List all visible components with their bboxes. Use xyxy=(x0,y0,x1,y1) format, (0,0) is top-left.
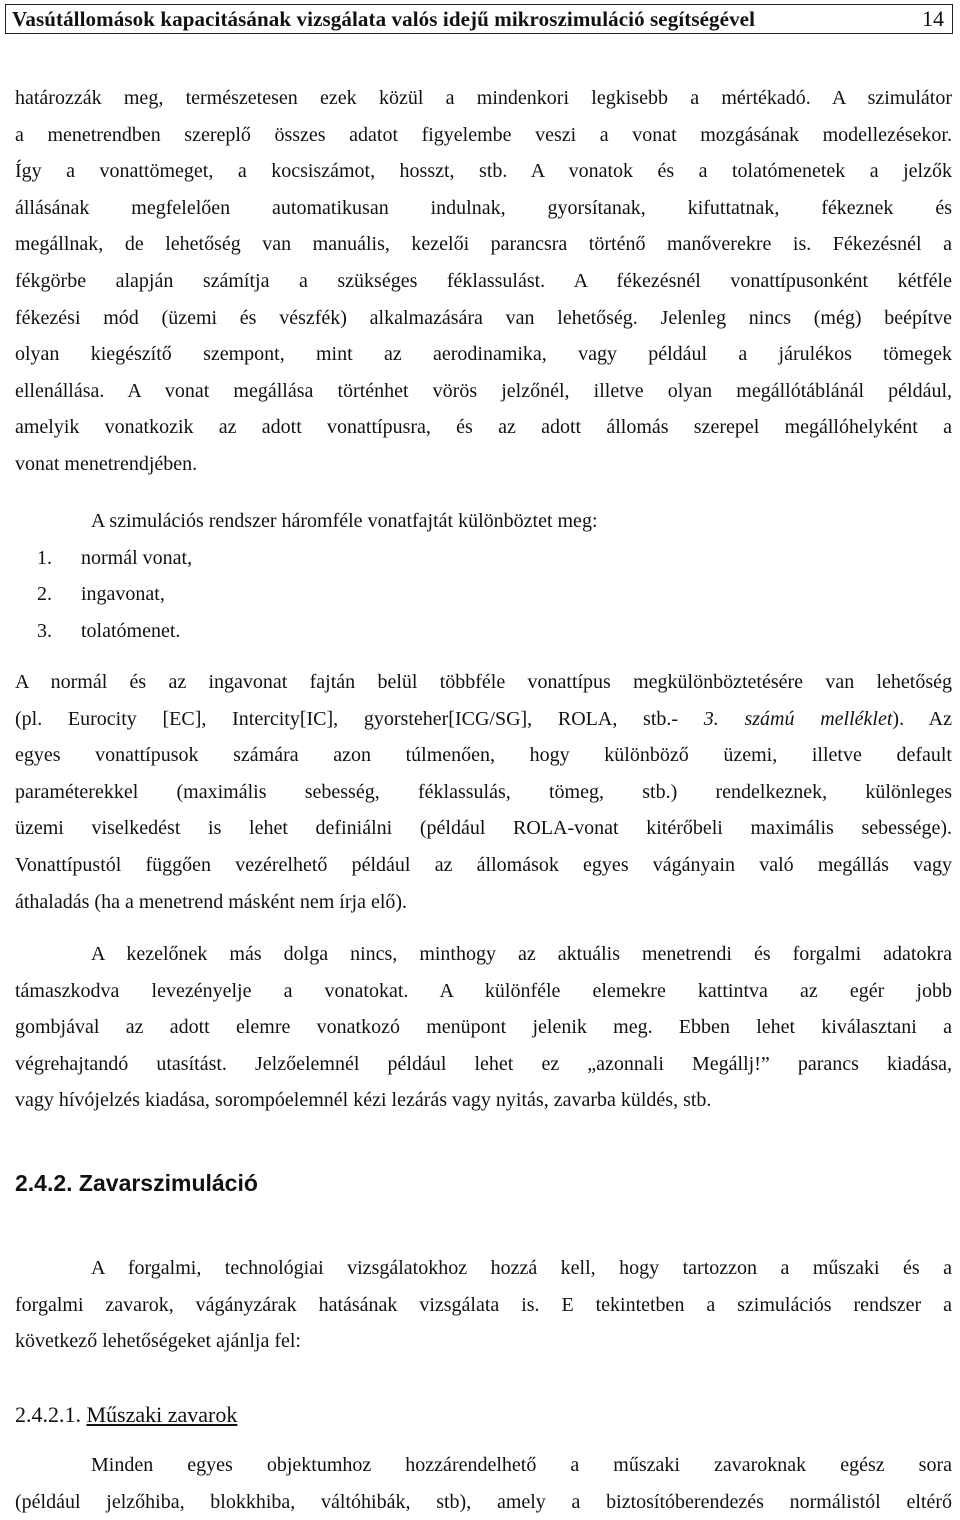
text-line: paraméterekkel (maximális sebesség, féklassulás, tömeg, stb.) rendelkeznek, különleges xyxy=(15,780,952,803)
page-header xyxy=(5,4,953,34)
subsection-heading xyxy=(15,1400,237,1430)
subsection-title: Műszaki zavarok xyxy=(86,1402,238,1427)
text-line: ellenállása. A vonat megállása történhet vörös jelzőnél, illetve olyan megállótáblánál például, xyxy=(15,379,952,402)
paragraph-1 xyxy=(15,80,952,483)
text-line: vagy hívójelzés kiadása, sorompóelemnél kézi lezárás vagy nyitás, zavarba küldés, stb. xyxy=(15,1089,712,1112)
header-title: Vasútállomások kapacitásának vizsgálata valós idejű mikroszimuláció segítségével xyxy=(12,6,756,31)
text-line: (pl. Eurocity [EC], Intercity[IC], gyorsteher[ICG/SG], ROLA, stb.- 3. számú melléklet). Az xyxy=(15,707,952,730)
text-line: forgalmi zavarok, vágányzárak hatásának vizsgálata is. E tekintetben a szimulációs rendszer a xyxy=(15,1293,952,1316)
paragraph-5 xyxy=(15,1447,952,1520)
text-line: megállnak, de lehetőség van manuális, kezelői parancsra történő manőverekre is. Fékezésnél a xyxy=(15,233,952,256)
list-intro: A szimulációs rendszer háromféle vonatfajtát különböztet meg: xyxy=(91,510,598,532)
text-line: végrehajtandó utasítást. Jelzőelemnél például lehet ez „azonnali Megállj!” parancs kiadása, xyxy=(15,1052,952,1075)
text-line: fékezési mód (üzemi és vészfék) alkalmazására van lehetőség. Jelenleg nincs (még) beépítve xyxy=(15,306,952,329)
paragraph-4 xyxy=(15,1250,952,1360)
text-line: amelyik vonatkozik az adott vonattípusra, és az adott állomás szerepel megállóhelyként a xyxy=(15,416,952,439)
text-line: (például jelzőhiba, blokkhiba, váltóhibák, stb), amely a biztosítóberendezés normálistól eltérő xyxy=(15,1490,952,1513)
text-line: A forgalmi, technológiai vizsgálatokhoz hozzá kell, hogy tartozzon a műszaki és a xyxy=(91,1257,952,1279)
text-line: A normál és az ingavonat fajtán belül többféle vonattípus megkülönböztetésére van lehetőség xyxy=(15,671,952,693)
section-heading: 2.4.2. Zavarszimuláció xyxy=(15,1170,258,1196)
text-line: Így a vonattömeget, a kocsiszámot, hosszt, stb. A vonatok és a tolatómenetek a jelzők xyxy=(15,160,952,183)
paragraph-3 xyxy=(15,936,952,1119)
train-type-list xyxy=(15,503,952,649)
paragraph-2 xyxy=(15,664,952,920)
list-item: 3. tolatómenet. xyxy=(37,619,181,642)
text-line: a menetrendben szereplő összes adatot figyelembe veszi a vonat mozgásának modellezésekor. xyxy=(15,123,952,146)
appendix-reference: 3. számú melléklet xyxy=(703,707,893,730)
text-line: támaszkodva levezényelje a vonatokat. A különféle elemekre kattintva az egér jobb xyxy=(15,979,952,1002)
list-item: 2. ingavonat, xyxy=(37,583,165,606)
subsection-number: 2.4.2.1. xyxy=(15,1402,81,1427)
text-line: határozzák meg, természetesen ezek közül a mindenkori legkisebb a mértékadó. A szimulátor xyxy=(15,87,952,109)
text-line: Vonattípustól függően vezérelhető például az állomások egyes vágányain való megállás vagy xyxy=(15,853,952,876)
text-line: Minden egyes objektumhoz hozzárendelhető a műszaki zavaroknak egész sora xyxy=(91,1454,952,1476)
text-line: üzemi viselkedést is lehet definiálni (például ROLA-vonat kitérőbeli maximális sebessége). xyxy=(15,817,952,840)
text-line: vonat menetrendjében. xyxy=(15,452,198,475)
text-line: fékgörbe alapján számítja a szükséges féklassulást. A fékezésnél vonattípusonként kétféle xyxy=(15,269,952,292)
list-item: 1. normál vonat, xyxy=(37,546,193,569)
text-line: gombjával az adott elemre vonatkozó menüpont jelenik meg. Ebben lehet kiválasztani a xyxy=(15,1016,952,1039)
text-line: következő lehetőségeket ajánlja fel: xyxy=(15,1330,301,1353)
text-line: olyan kiegészítő szempont, mint az aerodinamika, vagy például a járulékos tömegek xyxy=(15,343,952,366)
text-line: áthaladás (ha a menetrend másként nem írja elő). xyxy=(15,890,408,913)
text-line: egyes vonattípusok számára azon túlmenően, hogy különböző üzemi, illetve default xyxy=(15,744,952,767)
text-line: állásának megfelelően automatikusan indulnak, gyorsítanak, kifuttatnak, fékeznek és xyxy=(15,196,952,219)
text-line: A kezelőnek más dolga nincs, minthogy az aktuális menetrendi és forgalmi adatokra xyxy=(91,943,952,965)
page-number: 14 xyxy=(922,6,944,31)
